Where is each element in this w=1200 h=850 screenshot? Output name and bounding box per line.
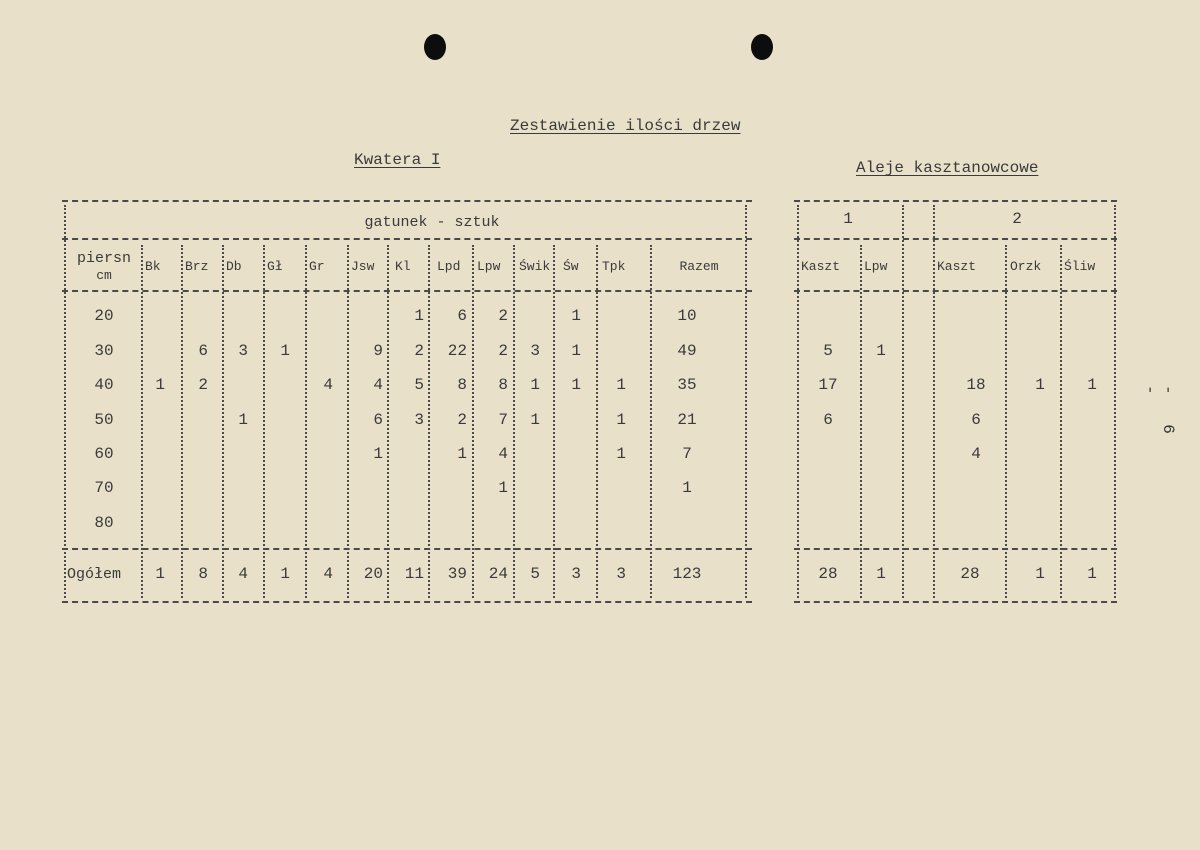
species-header: Św: [563, 259, 579, 274]
species-header: Kl: [395, 259, 411, 274]
column-separator: [1060, 245, 1062, 598]
row-total: 35: [677, 376, 697, 394]
tally-cell: 1: [616, 445, 626, 463]
tally-cell: 2: [457, 411, 467, 429]
punch-hole-left: [424, 34, 446, 60]
alley1-lpw-header: Lpw: [864, 259, 888, 274]
tally-cell: 6: [457, 307, 467, 325]
tally-cell: 1: [238, 411, 248, 429]
group-header: gatunek - sztuk: [364, 214, 500, 231]
rule-above-totals-left: [62, 548, 752, 550]
column-separator: [650, 245, 652, 598]
diameter-label: 40: [94, 376, 114, 394]
tally-cell: 1: [616, 376, 626, 394]
column-separator: [428, 245, 430, 598]
tally-cell: 4: [373, 376, 383, 394]
column-separator: [860, 245, 862, 598]
tally-cell: 22: [447, 342, 467, 360]
rule-under-group-right: [794, 238, 1117, 240]
row-total: 10: [677, 307, 697, 325]
diameter-label: 20: [94, 307, 114, 325]
page-number-rotated: - 6 -: [1141, 385, 1177, 444]
total-label: Ogółem: [67, 566, 122, 583]
tally-cell: 2: [414, 342, 424, 360]
row-total: 49: [677, 342, 697, 360]
species-header: Gr: [309, 259, 325, 274]
diameter-label: 80: [94, 514, 114, 532]
alley2-orzk-header: Orzk: [1010, 259, 1042, 274]
column-separator: [263, 245, 265, 598]
alley1-lpw-cell: 1: [876, 342, 886, 360]
left-heading: Kwatera I: [354, 151, 441, 169]
rule-above-totals-right: [794, 548, 1117, 550]
alley1-kaszt-header: Kaszt: [801, 259, 841, 274]
tally-cell: 1: [373, 445, 383, 463]
punch-hole-right: [751, 34, 773, 60]
species-header: Lpd: [437, 259, 461, 274]
species-header: Gł: [267, 259, 283, 274]
rule-bottom-right: [794, 601, 1117, 603]
tally-cell: 1: [571, 342, 581, 360]
alley2-sliw-cell: 1: [1087, 376, 1097, 394]
rule-bottom-left: [62, 601, 752, 603]
tally-cell: 1: [616, 411, 626, 429]
tally-cell: 8: [498, 376, 508, 394]
row-total: 7: [682, 445, 692, 463]
tally-cell: 1: [530, 411, 540, 429]
alley2-orzk-cell: 1: [1035, 376, 1045, 394]
tally-cell: 1: [280, 342, 290, 360]
species-header: Świk: [519, 259, 551, 274]
column-separator: [64, 205, 66, 598]
species-header: Jsw: [351, 259, 375, 274]
row-total: 21: [677, 411, 697, 429]
alley1-kaszt-cell: 17: [818, 376, 838, 394]
column-separator: [513, 245, 515, 598]
dimension-header-top: piersn: [76, 250, 132, 267]
total-cell: 3: [571, 565, 581, 583]
alley2-sliw-total: 1: [1087, 565, 1097, 583]
column-separator: [1005, 245, 1007, 598]
rule-top-right: [794, 200, 1117, 202]
tally-cell: 4: [498, 445, 508, 463]
alley1-kaszt-total: 28: [818, 565, 838, 583]
diameter-label: 50: [94, 411, 114, 429]
alley2-kaszt-cell: 6: [971, 411, 981, 429]
total-cell: 3: [616, 565, 626, 583]
tally-cell: 2: [198, 376, 208, 394]
tally-cell: 1: [498, 479, 508, 497]
column-separator: [1114, 205, 1116, 598]
diameter-label: 60: [94, 445, 114, 463]
alley2-orzk-total: 1: [1035, 565, 1045, 583]
total-cell: 11: [404, 565, 424, 583]
column-separator: [797, 205, 799, 598]
total-cell: 24: [488, 565, 508, 583]
diameter-label: 70: [94, 479, 114, 497]
diameter-label: 30: [94, 342, 114, 360]
species-header: Lpw: [477, 259, 501, 274]
species-header: Tpk: [602, 259, 626, 274]
tally-cell: 1: [155, 376, 165, 394]
column-separator: [596, 245, 598, 598]
total-cell: 20: [363, 565, 383, 583]
tally-cell: 3: [414, 411, 424, 429]
tally-cell: 2: [498, 342, 508, 360]
alley1-kaszt-cell: 6: [823, 411, 833, 429]
alley2-kaszt-header: Kaszt: [937, 259, 977, 274]
dimension-header-unit: cm: [96, 268, 112, 283]
tally-cell: 3: [238, 342, 248, 360]
tally-cell: 1: [457, 445, 467, 463]
total-cell: 39: [447, 565, 467, 583]
rule-under-headers-left: [62, 290, 752, 292]
alley-1-number: 1: [843, 210, 853, 228]
tally-cell: 1: [530, 376, 540, 394]
tally-cell: 5: [414, 376, 424, 394]
total-cell: 1: [280, 565, 290, 583]
rule-under-headers-right: [794, 290, 1117, 292]
tally-cell: 8: [457, 376, 467, 394]
column-separator: [933, 205, 935, 598]
alley1-kaszt-cell: 5: [823, 342, 833, 360]
tally-cell: 1: [414, 307, 424, 325]
alley1-lpw-total: 1: [876, 565, 886, 583]
rule-top-left: [62, 200, 752, 202]
species-header: Brz: [185, 259, 209, 274]
column-separator: [387, 245, 389, 598]
row-total: 1: [682, 479, 692, 497]
tally-cell: 1: [571, 376, 581, 394]
alley2-kaszt-total: 28: [960, 565, 980, 583]
column-separator: [472, 245, 474, 598]
alley-2-number: 2: [1012, 210, 1022, 228]
total-header: Razem: [679, 259, 719, 274]
column-separator: [553, 245, 555, 598]
tally-cell: 1: [571, 307, 581, 325]
tally-cell: 4: [323, 376, 333, 394]
column-separator: [347, 245, 349, 598]
alley2-kaszt-cell: 4: [971, 445, 981, 463]
tally-cell: 2: [498, 307, 508, 325]
alley2-kaszt-cell: 18: [966, 376, 986, 394]
column-separator: [902, 205, 904, 598]
alley2-sliw-header: Śliw: [1064, 259, 1096, 274]
tally-cell: 6: [373, 411, 383, 429]
rule-under-group-left: [62, 238, 752, 240]
species-header: Db: [226, 259, 242, 274]
document-title: Zestawienie ilości drzew: [510, 117, 741, 135]
total-cell: 4: [238, 565, 248, 583]
total-cell: 1: [155, 565, 165, 583]
tally-cell: 3: [530, 342, 540, 360]
column-separator: [222, 245, 224, 598]
tally-cell: 9: [373, 342, 383, 360]
right-heading: Aleje kasztanowcowe: [856, 159, 1039, 177]
tally-cell: 7: [498, 411, 508, 429]
total-cell: 4: [323, 565, 333, 583]
column-separator: [305, 245, 307, 598]
total-cell: 5: [530, 565, 540, 583]
total-cell: 8: [198, 565, 208, 583]
column-separator: [181, 245, 183, 598]
column-separator: [141, 245, 143, 598]
tally-cell: 6: [198, 342, 208, 360]
grand-total: 123: [672, 565, 702, 583]
species-header: Bk: [145, 259, 161, 274]
column-separator: [745, 205, 747, 598]
